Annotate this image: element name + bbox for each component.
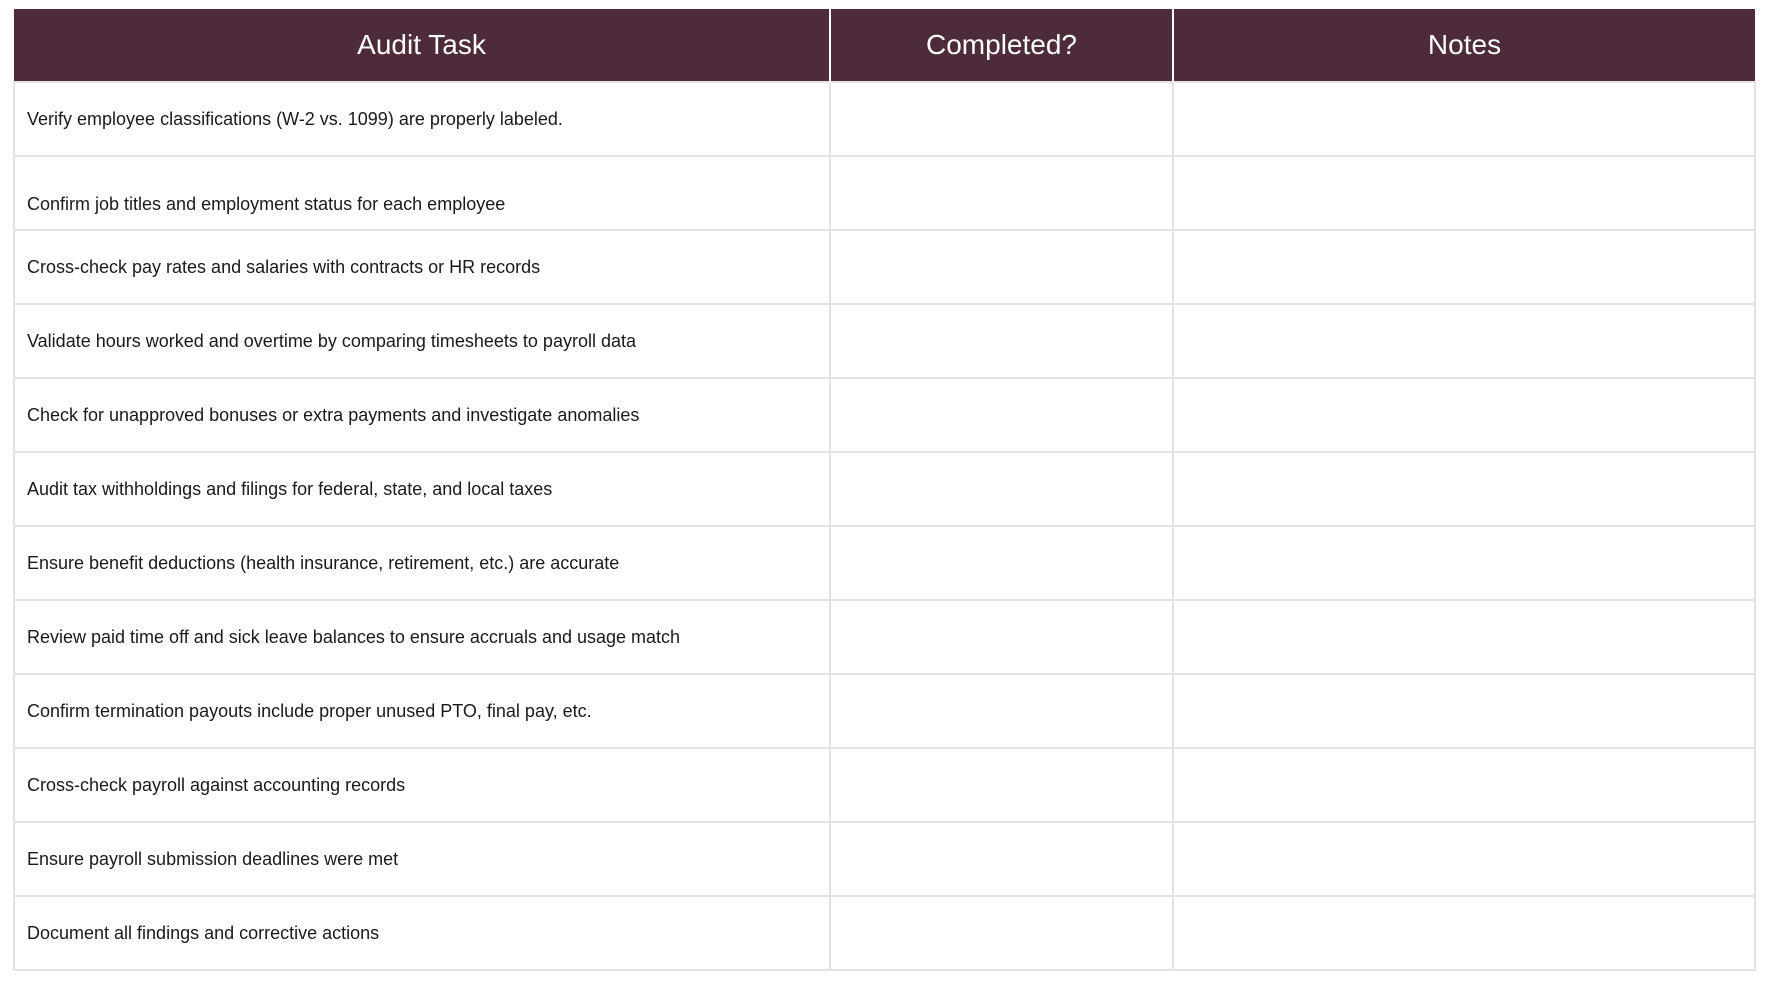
notes-cell[interactable] bbox=[1173, 230, 1755, 304]
completed-cell[interactable] bbox=[830, 156, 1173, 230]
notes-cell[interactable] bbox=[1173, 896, 1755, 970]
notes-cell[interactable] bbox=[1173, 156, 1755, 230]
task-cell: Confirm job titles and employment status for each employee bbox=[14, 156, 830, 230]
completed-cell[interactable] bbox=[830, 526, 1173, 600]
task-cell: Ensure payroll submission deadlines were met bbox=[14, 822, 830, 896]
task-cell: Document all findings and corrective actions bbox=[14, 896, 830, 970]
completed-cell[interactable] bbox=[830, 674, 1173, 748]
notes-cell[interactable] bbox=[1173, 378, 1755, 452]
table-row bbox=[14, 452, 1755, 526]
completed-cell[interactable] bbox=[830, 748, 1173, 822]
table-row bbox=[14, 896, 1755, 970]
header-completed: Completed? bbox=[830, 9, 1173, 82]
completed-cell[interactable] bbox=[830, 896, 1173, 970]
header-notes: Notes bbox=[1173, 9, 1755, 82]
completed-cell[interactable] bbox=[830, 378, 1173, 452]
notes-cell[interactable] bbox=[1173, 304, 1755, 378]
task-cell: Cross-check pay rates and salaries with contracts or HR records bbox=[14, 230, 830, 304]
completed-cell[interactable] bbox=[830, 230, 1173, 304]
notes-cell[interactable] bbox=[1173, 452, 1755, 526]
table-row bbox=[14, 526, 1755, 600]
task-cell: Verify employee classifications (W-2 vs. 1099) are properly labeled. bbox=[14, 82, 830, 156]
completed-cell[interactable] bbox=[830, 82, 1173, 156]
task-cell: Validate hours worked and overtime by comparing timesheets to payroll data bbox=[14, 304, 830, 378]
notes-cell[interactable] bbox=[1173, 822, 1755, 896]
task-cell: Ensure benefit deductions (health insurance, retirement, etc.) are accurate bbox=[14, 526, 830, 600]
task-cell: Cross-check payroll against accounting records bbox=[14, 748, 830, 822]
table-row bbox=[14, 822, 1755, 896]
notes-cell[interactable] bbox=[1173, 600, 1755, 674]
completed-cell[interactable] bbox=[830, 304, 1173, 378]
notes-cell[interactable] bbox=[1173, 526, 1755, 600]
completed-cell[interactable] bbox=[830, 822, 1173, 896]
table-row bbox=[14, 748, 1755, 822]
table-row bbox=[14, 600, 1755, 674]
completed-cell[interactable] bbox=[830, 600, 1173, 674]
completed-cell[interactable] bbox=[830, 452, 1173, 526]
task-cell: Audit tax withholdings and filings for federal, state, and local taxes bbox=[14, 452, 830, 526]
table-row bbox=[14, 82, 1755, 156]
notes-cell[interactable] bbox=[1173, 748, 1755, 822]
table-row bbox=[14, 378, 1755, 452]
task-cell: Check for unapproved bonuses or extra payments and investigate anomalies bbox=[14, 378, 830, 452]
header-row bbox=[14, 9, 1755, 82]
audit-checklist-table bbox=[13, 9, 1756, 971]
table-row bbox=[14, 156, 1755, 230]
task-cell: Confirm termination payouts include proper unused PTO, final pay, etc. bbox=[14, 674, 830, 748]
notes-cell[interactable] bbox=[1173, 82, 1755, 156]
table-row bbox=[14, 230, 1755, 304]
header-audit-task: Audit Task bbox=[14, 9, 830, 82]
table-row bbox=[14, 304, 1755, 378]
table-row bbox=[14, 674, 1755, 748]
task-cell: Review paid time off and sick leave balances to ensure accruals and usage match bbox=[14, 600, 830, 674]
notes-cell[interactable] bbox=[1173, 674, 1755, 748]
